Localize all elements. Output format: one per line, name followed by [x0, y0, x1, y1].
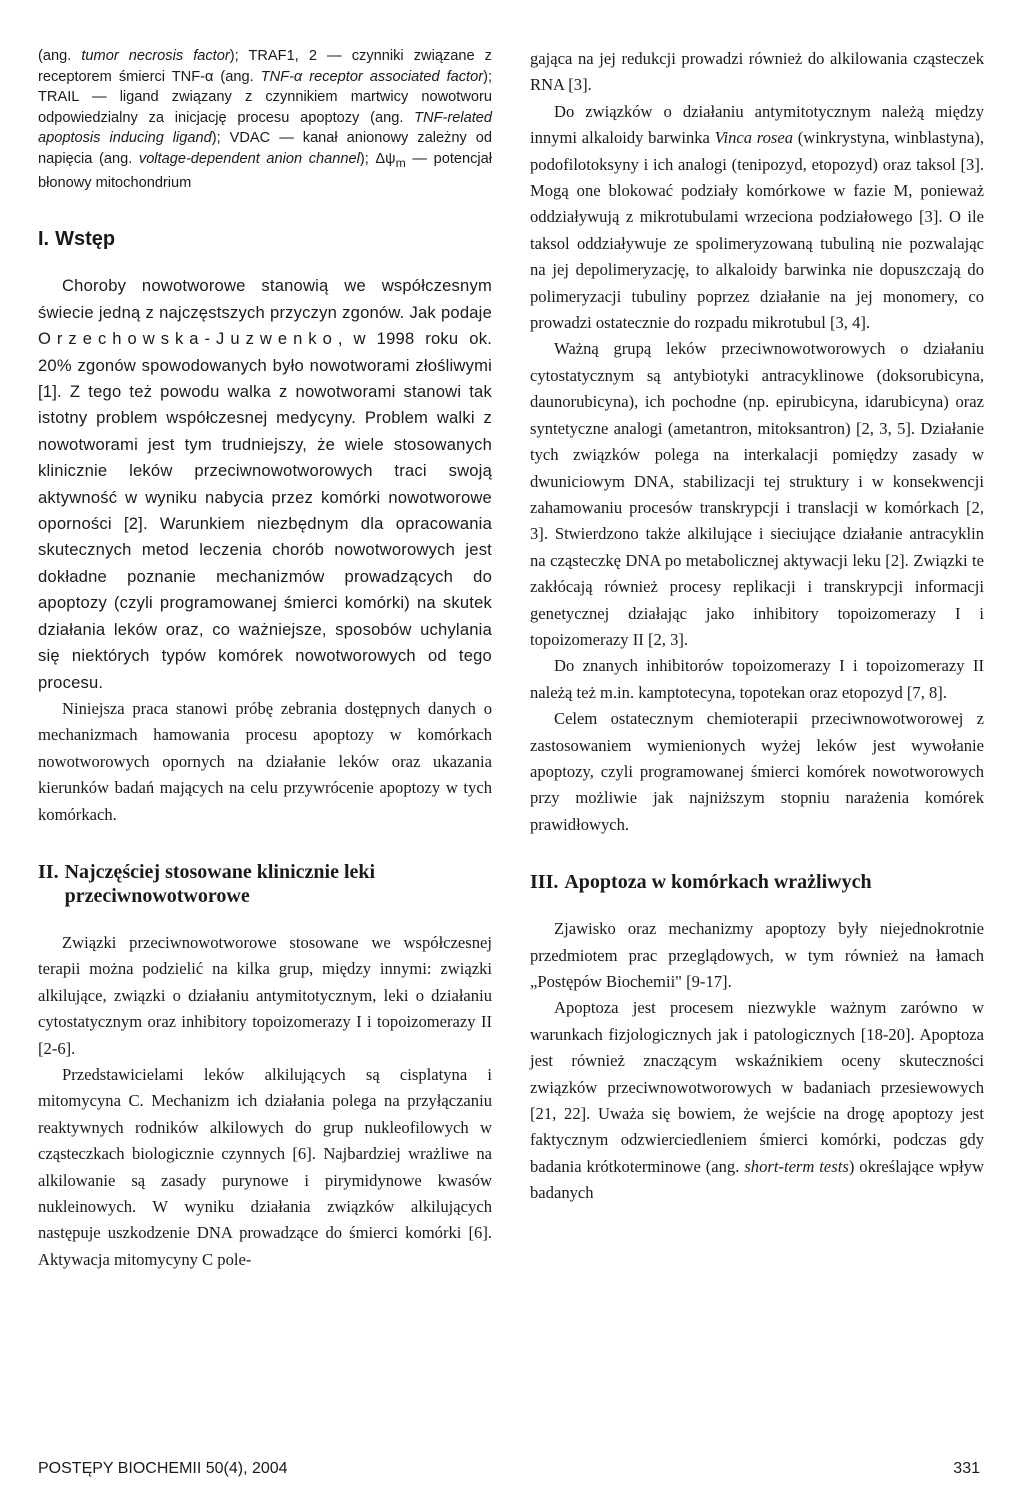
paragraph: Związki przeciwnowotworowe stosowane we współczesnej terapii można podzielić na kilka grup, między innymi: związki alkilujące, związki o działaniu antymitotycznym, leki o działaniu cytostatycznym oraz inhibitory topoizomerazy I i topoizomerazy II [2-6]. — [38, 932, 492, 1058]
term: short-term tests — [744, 1156, 849, 1176]
section-number: II. — [38, 860, 59, 883]
paragraph: Apoptoza jest procesem niezwykle ważnym zarówno w warunkach fizjologicznych jak i patologicznych [18-20]. Apoptoza jest również znaczącym wskaźnikiem oceny skuteczności związków przeciwnowotworowych w badaniach przesiewowych [21, 22]. Uważa się bowiem, że wejście na drogę apoptozy jest faktycznym odzwierciedleniem śmierci komórki, podczas gdy badania krótkoterminowe (ang. short-term tests) określające wpływ badanych — [530, 998, 984, 1203]
paragraph: Przedstawicielami leków alkilujących są cisplatyna i mitomycyna C. Mechanizm ich działania polega na przyłączaniu reaktywnych rodników alkilowych do grup nukleofilowych w cząsteczkach biologicznie czynnych [6]. Najbardziej wrażliwe na alkilowanie są zasady purynowe i pirymidynowe kwasów nukleinowych. W wyniku działania związków alkilujących następuje uszkodzenie DNA prowadzące do śmierci komórki [6]. Aktywacja mitomycyny C pole- — [38, 1064, 492, 1269]
paragraph: Do znanych inhibitorów topoizomerazy I i topoizomerazy II należą też m.in. kamptotecyna, topotekan oraz etopozyd [7, 8]. — [530, 656, 984, 702]
abbr-text: ); TRAIL — ligand związany z czynnikiem martwicy nowotworu odpowiedzialny za inicjację procesu apoptozy (ang. — [38, 68, 492, 126]
paragraph: Niniejsza praca stanowi próbę zebrania dostępnych danych o mechanizmach hamowania procesu apoptozy w komórkach nowotworowych opornych na działanie leków oraz ukazania kierunków badań mających na celu przywrócenie apoptozy w tych komórkach. — [38, 698, 492, 824]
section-number: III. — [530, 871, 559, 894]
paragraph: Choroby nowotworowe stanowią we współczesnym świecie jedną z najczęstszych przyczyn zgonów. Jak podaje Orzechowska-Juzwenko, w 1998 roku ok. 20% zgonów spowodowanych było nowotworami złośliwymi [1]. Z tego też powodu walka z nowotworami stanowi tak istotny problem współczesnej medycyny. Problem walki z nowotworami jest tym trudniejszy, że wiele stosowanych klinicznie leków przeciwnowotworowych traci swoją aktywność w wyniku nabycia przez komórki nowotworowe oporności [2]. Warunkiem niezbędnym dla opracowania skutecznych metod leczenia chorób nowotworowych jest dokładne poznanie mechanizmów prowadzących do apoptozy (czyli programowanej śmierci komórki) na skutek działania leków oraz, co ważniejsze, sposobów uchylania się niektórych typów komórek nowotworowych od tego procesu. — [38, 276, 492, 692]
section-heading — [38, 860, 492, 908]
abbreviations-list — [38, 46, 492, 193]
paragraph: gająca na jej redukcji prowadzi również do alkilowania cząsteczek RNA [3]. — [530, 49, 984, 95]
left-column — [38, 46, 492, 1273]
abbr-term: tumor necrosis factor — [81, 48, 230, 64]
right-column — [530, 46, 984, 1207]
paragraph: Ważną grupą leków przeciwnowotworowych o działaniu cytostatycznym są antybiotyki antracyklinowe (doksorubicyna, daunorubicyna), ich pochodne (np. epirubicyna, idarubicyna) oraz syntetyczne analogi (ametantron, mitoksantron) [2, 3, 5]. Działanie tych związków polega na interkalacji pomiędzy zasady w dwuniciowym DNA, stabilizacji tej struktury i w konsekwencji zahamowaniu procesów transkrypcji i translacji w komórkach [2, 3]. Stwierdzono także alkilujące i sieciujące działanie antracyklin na cząsteczkę DNA po metabolicznej aktywacji leku [2]. Związki te zakłócają również procesy replikacji i transkrypcji informacji genetycznej działając jako inhibitory topoizomerazy I i topoizomerazy II [2, 3]. — [530, 339, 984, 649]
author-name: Orzechowska-Juzwenko — [38, 329, 338, 349]
paragraph: Celem ostatecznym chemioterapii przeciwnowotworowej z zastosowaniem wymienionych wyżej leków jest wywołanie apoptozy, czyli programowanej śmierci komórek nowotworowych przy możliwie jak najniższym stopniu narażenia komórek prawidłowych. — [530, 709, 984, 834]
section-title: Apoptoza w komórkach wrażliwych — [564, 871, 872, 894]
abbr-text: ); VDAC — kanał anionowy zależny od napięcia (ang. — [38, 130, 492, 167]
abbr-text: ); TRAF1, 2 — czynniki związane z receptorem śmierci TNF-α (ang. — [38, 48, 492, 85]
abbr-text: (ang. — [38, 48, 82, 64]
paragraph: Do związków o działaniu antymitotycznym należą między innymi alkaloidy barwinka Vinca rosea (winkrystyna, winblastyna), podofilotoksyny i ich analogi (tenipozyd, etopozyd) oraz taksol [3]. Mogą one blokować podziały komórkowe w fazie M, ponieważ oddziaływują z mikrotubulami wrzeciona podziałowego [3]. O ile taksol oddziaływuje ze spolimeryzowaną tubuliną nie pozwalając na jej depolimeryzację, to alkaloidy barwinka nie dopuszczają do polimeryzacji tubuliny poprzez działanie na jej monomery, co prowadzi ostatecznie do rozpadu mikrotubul [3, 4]. — [530, 101, 984, 333]
paragraph: Zjawisko oraz mechanizmy apoptozy były niejednokrotnie przedmiotem prac przeglądowych, w tym również na łamach „Postępów Biochemii" [9-17]. — [530, 919, 984, 991]
journal-citation: POSTĘPY BIOCHEMII 50(4), 2004 — [38, 1460, 288, 1477]
abbr-text: — potencjał błonowy mitochondrium — [38, 150, 493, 191]
abbr-term: TNF-α receptor associated factor — [260, 68, 484, 85]
page-number: 331 — [953, 1460, 980, 1477]
section-title: Najczęściej stosowane klinicznie leki przeciwnowotworowe — [64, 860, 376, 907]
section-title: Wstęp — [55, 228, 116, 251]
abbr-term: voltage-dependent anion channel — [138, 150, 360, 167]
abbr-subscript: m — [395, 155, 406, 170]
section-heading — [38, 227, 492, 251]
section-heading — [530, 870, 984, 894]
section-number: I. — [38, 228, 50, 251]
page-footer — [38, 1460, 980, 1478]
abbr-term: TNF-related apoptosis inducing ligand — [38, 109, 492, 146]
abbr-text: ); Δψ — [359, 150, 396, 167]
species-name: Vinca rosea — [714, 128, 794, 148]
